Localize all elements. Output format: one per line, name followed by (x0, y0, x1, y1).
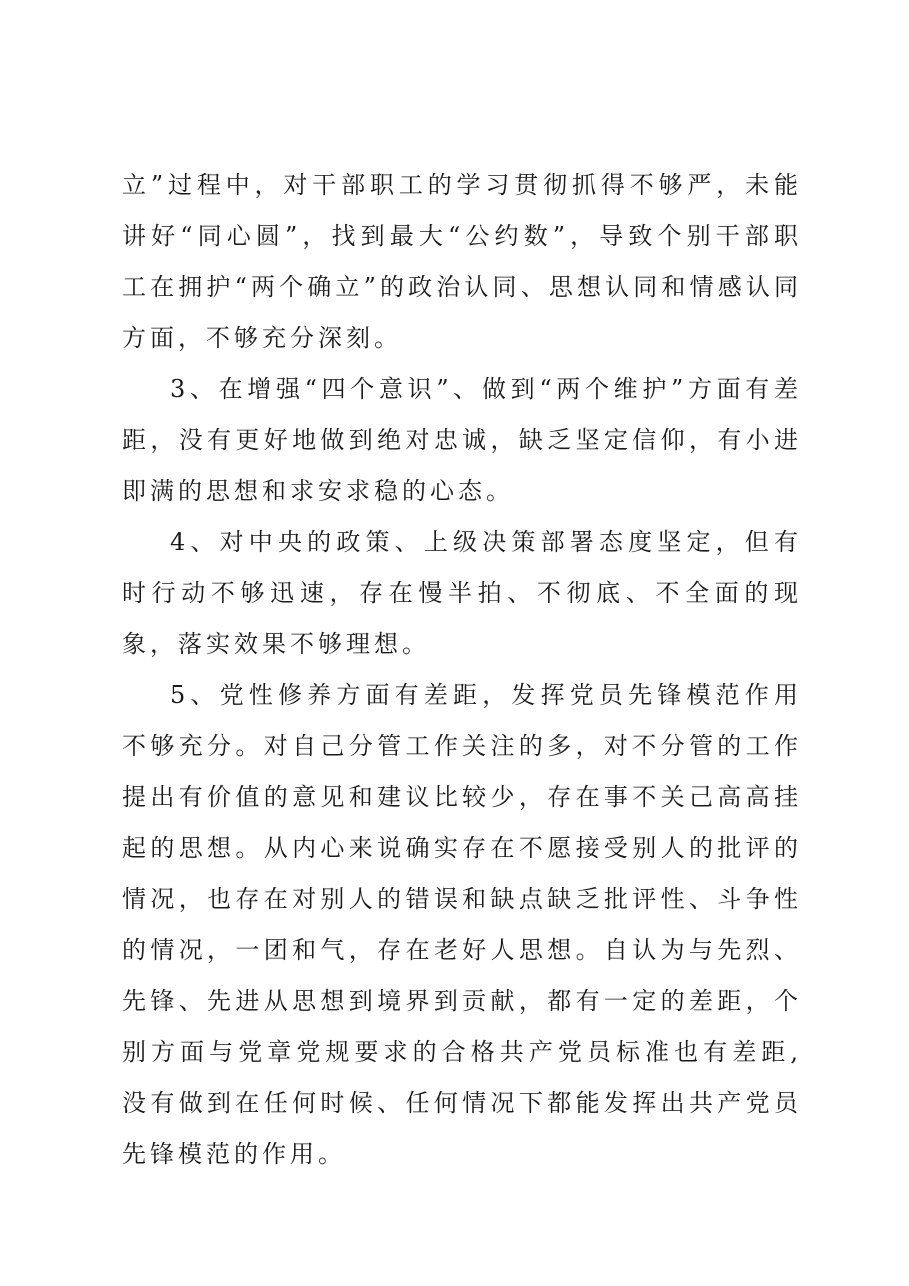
paragraph-continuation: 立”过程中，对干部职工的学习贯彻抓得不够严，未能讲好“同心圆”，找到最大“公约数”，导致个别干部职工在拥护“两个确立”的政治认同、思想认同和情感认同方面，不够充分深刻。 (122, 171, 802, 352)
paragraph-item-3: 3、在增强“四个意识”、做到“两个维护”方面有差距，没有更好地做到绝对忠诚，缺乏坚定信仰，有小进即满的思想和求安求稳的心态。 (122, 375, 802, 505)
paragraph-item-5: 5、党性修养方面有差距，发挥党员先锋模范作用不够充分。对自己分管工作关注的多，对不分管的工作提出有价值的意见和建议比较少，存在事不关己高高挂起的思想。从内心来说确实存在不愿接受别人的批评的情况，也存在对别人的错误和缺点缺乏批评性、斗争性的情况，一团和气，存在老好人思想。自认为与先烈、先锋、先进从思想到境界到贡献，都有一定的差距，个别方面与党章党规要求的合格共产党员标准也有差距,没有做到在任何时候、任何情况下都能发挥出共产党员先锋模范的作用。 (122, 681, 802, 1168)
paragraph-item-4: 4、对中央的政策、上级决策部署态度坚定，但有时行动不够迅速，存在慢半拍、不彻底、不全面的现象，落实效果不够理想。 (122, 528, 802, 658)
document-body (122, 160, 802, 1180)
